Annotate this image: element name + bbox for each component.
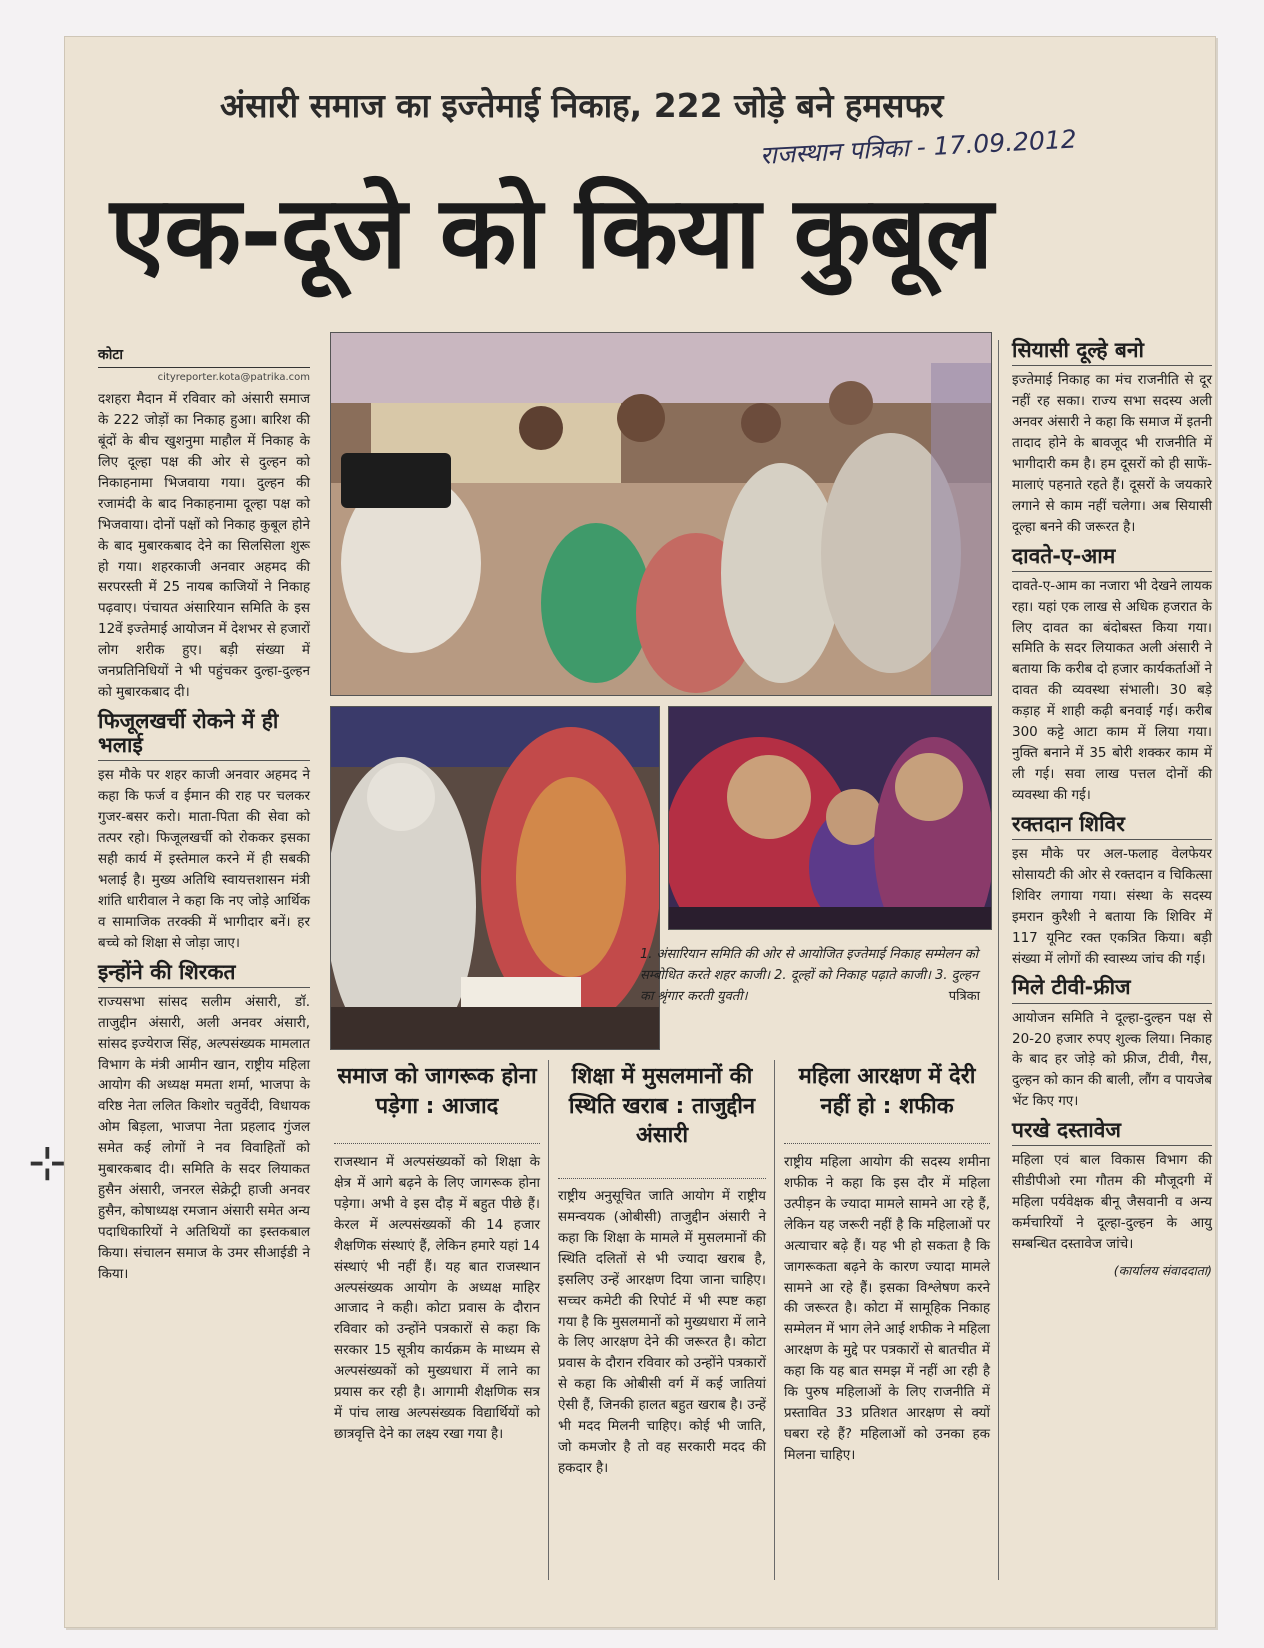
registration-mark-icon: ⊹ <box>28 1135 67 1189</box>
dotted-rule <box>334 1143 540 1144</box>
kicker-headline: अंसारी समाज का इज्तेमाई निकाह, 222 जोड़े बने हमसफर <box>220 86 944 125</box>
right-column <box>1012 338 1212 1280</box>
col2-body <box>334 1152 540 1445</box>
dotted-rule <box>784 1143 990 1144</box>
dotted-rule <box>558 1178 766 1179</box>
subhead-dastavej: परखे दस्तावेज <box>1012 1118 1212 1146</box>
paragraph-shirkat: राज्यसभा सांसद सलीम अंसारी, डॉ. ताजुद्दीन अंसारी, अली अनवर अंसारी, सांसद इज्येराज सिंह, अल्पसंख्यक मामलात विभाग के मंत्री आमीन खान, राष्ट्रीय महिला आयोग की अध्यक्ष ममता शर्मा, भाजपा के वरिष्ठ नेता ललित किशोर चतुर्वेदी, विधायक ओम बिड़ला, भाजपा नेता प्रहलाद गुंजल समेत कई लोगों ने नव विवाहितों को मुबारकबाद दी। समिति के सदर लियाकत हुसैन अंसारी, जनरल सेक्रेट्री हाजी अनवर हुसैन, कोषाध्यक्ष रमजान अंसारी समेत अन्य पदाधिकारियों ने अतिथियों का इस्तकबाल किया। संचालन समाज के उमर सीआईडी ने किया। <box>98 993 310 1282</box>
col3-body <box>558 1186 766 1479</box>
column-rule <box>548 1060 549 1580</box>
paragraph-raktdaan: इस मौके पर अल-फलाह वेलफेयर सोसायटी की ओर से रक्तदान व चिकित्सा शिविर लगाया गया। संस्था के सदस्य इमरान कुरैशी ने बताया कि शिविर में 117 यूनिट रक्त एकत्रित किया। बड़ी संख्या में लोगों की स्वास्थ्य जांच की गई। <box>1012 845 1212 967</box>
caption-text: 1. अंसारियान समिति की ओर से आयोजित इज्तेमाई निकाह सम्मेलन को सम्बोधित करते शहर काजी। 2. दूल्हों को निकाह पढ़ाते काजी। 3. दुल्हन का श्रृंगार करती युवती। <box>640 947 979 1004</box>
photo-bride-makeup <box>668 706 992 930</box>
office-correspondent-credit: (कार्यालय संवाददाता) <box>1113 1262 1212 1278</box>
paragraph-dastavej: महिला एवं बाल विकास विभाग की सीडीपीओ रमा गौतम की मौजूदगी में महिला पर्यवेक्षक बीनू जैसवानी व अन्य कर्मचारियों ने दूल्हा-दुल्हन के आयु सम्बन्धित दस्तावेज जांचे। <box>1012 1152 1212 1253</box>
subhead-shirkat: इन्होंने की शिरकत <box>98 960 310 988</box>
subhead-dawat: दावते-ए-आम <box>1012 544 1212 572</box>
dateline: कोटा <box>98 345 310 368</box>
subhead-fijulkharchi: फिजूलखर्ची रोकने में ही भलाई <box>98 709 310 761</box>
subhead-raktdaan: रक्तदान शिविर <box>1012 812 1212 840</box>
left-column <box>98 345 310 1285</box>
paragraph-siyasi: इज्तेमाई निकाह का मंच राजनीति से दूर नहीं रह सका। राज्य सभा सदस्य अली अनवर अंसारी ने कहा कि समाज में इतनी तादाद होने के बावजूद भी राजनीति में भागीदारी कम है। हम दूसरों को ही साफें-मालाएं पहनाते रहते हैं। दूसरों के जयकारे लगाने से काम नहीं चलेगा। अब सियासी दूल्हा बनने की जरूरत है। <box>1012 372 1212 535</box>
main-headline: एक-दूजे को किया कुबूल <box>110 174 993 291</box>
col4-paragraph: राष्ट्रीय महिला आयोग की सदस्य शमीना शफीक ने कहा कि इस दौर में महिला उत्पीड़न के ज्यादा मामले सामने आ रहे हैं, लेकिन यह जरूरी नहीं है कि महिलाओं पर अत्याचार बढ़े हैं। यह भी हो सकता है कि जागरूकता बढ़ने के कारण ज्यादा मामले सामने आ रहे हैं। इसका विश्लेषण करने की जरूरत है। कोटा में सामूहिक निकाह सम्मेलन में भाग लेने आई शफीक ने महिला आरक्षण के मुद्दे पर पत्रकारों से बातचीत में कहा कि यह बात समझ में नहीं आ रही है कि पुरुष महिलाओं के लिए राजनीति में प्रस्तावित 33 प्रतिशत आरक्षण से क्यों घबरा रहे हैं? महिलाओं को उनका हक मिलना चाहिए। <box>784 1154 990 1463</box>
paragraph-fijulkharchi: इस मौके पर शहर काजी अनवार अहमद ने कहा कि फर्ज व ईमान की राह पर चलकर गुजर-बसर करो। माता-पिता की सेवा को तत्पर रहो। फिजूलखर्ची को रोककर इसका सही कार्य में इस्तेमाल करने में ही सबकी भलाई है। मुख्य अतिथि स्वायत्तशासन मंत्री शांति धारीवाल ने कहा कि नए जोड़े आर्थिक व सामाजिक तरक्की में भागीदार बनें। हर बच्चे को शिक्षा से जोड़ा जाए। <box>98 767 310 951</box>
col4-body <box>784 1152 990 1466</box>
col2-headline: समाज को जागरूक होना पड़ेगा : आजाद <box>337 1064 537 1119</box>
col2-paragraph: राजस्थान में अल्पसंख्यकों को शिक्षा के क्षेत्र में आगे बढ़ने के लिए जागरूक होना पड़ेगा। अभी वे इस दौड़ में बहुत पीछे हैं। केरल में अल्पसंख्यकों की 14 हजार शैक्षणिक संस्थाएं हैं, लेकिन हमारे यहां 14 संस्थाएं भी नहीं हैं। यह बात राजस्थान अल्पसंख्यक आयोग के अध्यक्ष माहिर आजाद ने कही। कोटा प्रवास के दौरान रविवार को उन्होंने पत्रकारों से कहा कि सरकार 15 सूत्रीय कार्यक्रम के माध्यम से अल्पसंख्यकों को मुख्यधारा में लाने का प्रयास कर रही है। आगामी शैक्षणिक सत्र में पांच लाख अल्पसंख्यक विद्यार्थियों को छात्रवृत्ति देने का लक्ष्य रखा गया है। <box>334 1154 540 1442</box>
col4-headline: महिला आरक्षण में देरी नहीं हो : शफीक <box>798 1064 976 1119</box>
col3-paragraph: राष्ट्रीय अनुसूचित जाति आयोग में राष्ट्रीय समन्वयक (ओबीसी) ताजुद्दीन अंसारी ने कहा कि शिक्षा के मामले में मुसलमानों की स्थिति दलितों से भी ज्यादा खराब है, इसलिए उन्हें आरक्षण दिया जाना चाहिए। सच्चर कमेटी की रिपोर्ट में भी स्पष्ट कहा गया है कि मुसलमानों को मुख्यधारा में लाने के लिए आरक्षण देने की जरूरत है। कोटा प्रवास के दौरान रविवार को उन्होंने पत्रकारों से कहा कि ओबीसी वर्ग में कई जातियां ऐसी हैं, जिनकी हालत बहुत खराब है। उन्हें भी मदद मिलनी चाहिए। कोई भी जाति, जो कमजोर है तो वह सरकारी मदद की हकदार है। <box>558 1188 766 1476</box>
paragraph-dawat: दावते-ए-आम का नजारा भी देखने लायक रहा। यहां एक लाख से अधिक हजरात के लिए दावत का बंदोबस्त किया गया। समिति के सदर लियाकत अली अंसारी ने बताया कि करीब दो हजार कार्यकर्ताओं ने दावत की व्यवस्था संभाली। 30 बड़े कड़ाह में शाही कढ़ी बनवाई गई। करीब 300 कट्टे आटा काम में लिया गया। नुक्ति बनाने में 35 बोरी शक्कर काम में ली गई। सवा लाख पत्तल दोनों की व्यवस्था की गई। <box>1012 577 1212 803</box>
photo-kazi-addressing <box>330 332 992 696</box>
caption-credit: पत्रिका <box>948 988 980 1004</box>
subhead-siyasi: सियासी दूल्हे बनो <box>1012 338 1212 366</box>
handwritten-date-note: राजस्थान पत्रिका - 17.09.2012 <box>759 124 1078 170</box>
intro-paragraph: दशहरा मैदान में रविवार को अंसारी समाज के 222 जोड़ों का निकाह हुआ। बारिश की बूंदों के बीच खुशनुमा माहौल में निकाह के लिए दूल्हा पक्ष की ओर से दुल्हन को निकाहनामा भिजवाया गया। दुल्हन की रजामंदी के बाद निकाहनामा दूल्हा पक्ष को भिजवाया। दोनों पक्षों को निकाह कुबूल होने के बाद मुबारकबाद देने का सिलसिला शुरू हो गया। शहरकाजी अनवार अहमद की सरपरस्ती में 25 नायब काजियों ने निकाह पढ़वाए। पंचायत अंसारियान समिति के इस 12वें इज्तेमाई आयोजन में देशभर से हजारों लोग शरीक हुए। बड़ी संख्या में जनप्रतिनिधियों ने भी पहुंचकर दुल्हा-दुल्हन को मुबारकबाद दी। <box>98 391 310 701</box>
paragraph-tv-fridge: आयोजन समिति ने दूल्हा-दुल्हन पक्ष से 20-20 हजार रुपए शुल्क लिया। निकाह के बाद हर जोड़े को फ्रीज, टीवी, गैस, दुल्हन को कान की बाली, लौंग व पायजेब भेंट किए गए। <box>1012 1009 1212 1110</box>
column-rule <box>774 1060 775 1580</box>
subhead-tv-fridge: मिले टीवी-फ्रीज <box>1012 975 1212 1003</box>
col3-headline: शिक्षा में मुसलमानों की स्थिति खराब : ताजुद्दीन अंसारी <box>568 1064 756 1149</box>
reporter-email: cityreporter.kota@patrika.com <box>157 371 310 383</box>
photo-kazi-nikah <box>330 706 660 1050</box>
column-rule <box>998 340 999 1580</box>
photo-caption <box>640 945 980 1007</box>
